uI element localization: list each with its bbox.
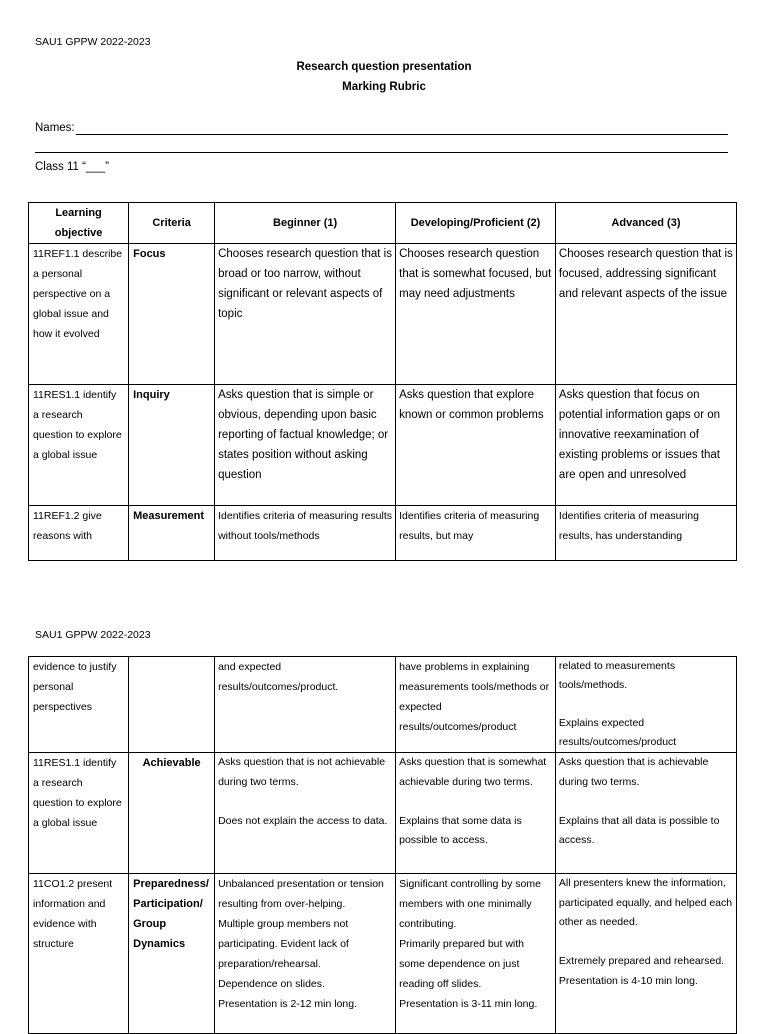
developing-cell: Significant controlling by some members with one minimally contributing. Primarily prepared but with some dependence on just reading off slides. Presentation is 3-11 min long. bbox=[396, 874, 556, 1034]
page-header: SAU1 GPPW 2022-2023 bbox=[35, 36, 151, 48]
objective-cell: 11REF1.2 give reasons with bbox=[29, 506, 129, 561]
advanced-cell: Identifies criteria of measuring results, has understanding bbox=[555, 506, 736, 561]
table-row bbox=[29, 244, 737, 385]
beginner-cell: and expected results/outcomes/product. bbox=[215, 657, 396, 753]
criteria-cell: Achievable bbox=[129, 753, 215, 874]
header-beginner: Beginner (1) bbox=[215, 203, 396, 244]
table-row bbox=[29, 874, 737, 1034]
advanced-cell: Asks question that focus on potential information gaps or on innovative reexamination of existing problems or issues that are open and unresolved bbox=[555, 385, 736, 506]
developing-cell: Chooses research question that is somewhat focused, but may need adjustments bbox=[396, 244, 556, 385]
table-row bbox=[29, 657, 737, 753]
advanced-cell: All presenters knew the information, participated equally, and helped each other as needed. Extremely prepared and rehearsed. Presentation is 4-10 min long. bbox=[555, 874, 736, 1034]
header-developing: Developing/Proficient (2) bbox=[396, 203, 556, 244]
names-line[interactable] bbox=[76, 134, 728, 135]
beginner-cell: Asks question that is simple or obvious, depending upon basic reporting of factual knowledge; or states position without asking question bbox=[215, 385, 396, 506]
beginner-cell: Identifies criteria of measuring results without tools/methods bbox=[215, 506, 396, 561]
developing-cell: Asks question that explore known or common problems bbox=[396, 385, 556, 506]
developing-cell: Identifies criteria of measuring results, but may bbox=[396, 506, 556, 561]
names-line-2[interactable] bbox=[35, 152, 728, 153]
beginner-cell: Unbalanced presentation or tension resulting from over-helping. Multiple group members not participating. Evident lack of preparation/rehearsal. Dependence on slides. Presentation is 2-12 min long. bbox=[215, 874, 396, 1034]
objective-cell: 11RES1.1 identify a research question to explore a global issue bbox=[29, 753, 129, 874]
header-learning-objective: Learning objective bbox=[29, 203, 129, 244]
table-header-row bbox=[29, 203, 737, 244]
developing-cell: have problems in explaining measurements tools/methods or expected results/outcomes/product bbox=[396, 657, 556, 753]
beginner-cell: Chooses research question that is broad or too narrow, without significant or relevant aspects of topic bbox=[215, 244, 396, 385]
page-subtitle: Marking Rubric bbox=[342, 81, 426, 93]
table-row bbox=[29, 385, 737, 506]
criteria-cell: Inquiry bbox=[129, 385, 215, 506]
rubric-table-continued bbox=[28, 656, 737, 1034]
beginner-cell: Asks question that is not achievable during two terms. Does not explain the access to data. bbox=[215, 753, 396, 874]
developing-cell: Asks question that is somewhat achievable during two terms. Explains that some data is possible to access. bbox=[396, 753, 556, 874]
table-row bbox=[29, 506, 737, 561]
criteria-cell: Focus bbox=[129, 244, 215, 385]
names-label: Names: bbox=[35, 122, 75, 134]
page-header-2: SAU1 GPPW 2022-2023 bbox=[35, 629, 151, 641]
objective-cell: evidence to justify personal perspectives bbox=[29, 657, 129, 753]
header-advanced: Advanced (3) bbox=[555, 203, 736, 244]
criteria-cell: Preparedness/ Participation/ Group Dynamics bbox=[129, 874, 215, 1034]
advanced-cell: related to measurements tools/methods. Explains expected results/outcomes/product bbox=[555, 657, 736, 753]
objective-cell: 11CO1.2 present information and evidence with structure bbox=[29, 874, 129, 1034]
header-criteria: Criteria bbox=[129, 203, 215, 244]
rubric-table bbox=[28, 202, 737, 561]
objective-cell: 11REF1.1 describe a personal perspective on a global issue and how it evolved bbox=[29, 244, 129, 385]
criteria-cell: Measurement bbox=[129, 506, 215, 561]
class-label: Class 11 “___” bbox=[35, 161, 109, 173]
advanced-cell: Asks question that is achievable during two terms. Explains that all data is possible to access. bbox=[555, 753, 736, 874]
advanced-cell: Chooses research question that is focused, addressing significant and relevant aspects of the issue bbox=[555, 244, 736, 385]
objective-cell: 11RES1.1 identify a research question to explore a global issue bbox=[29, 385, 129, 506]
criteria-cell bbox=[129, 657, 215, 753]
table-row bbox=[29, 753, 737, 874]
page-title: Research question presentation bbox=[296, 61, 472, 73]
